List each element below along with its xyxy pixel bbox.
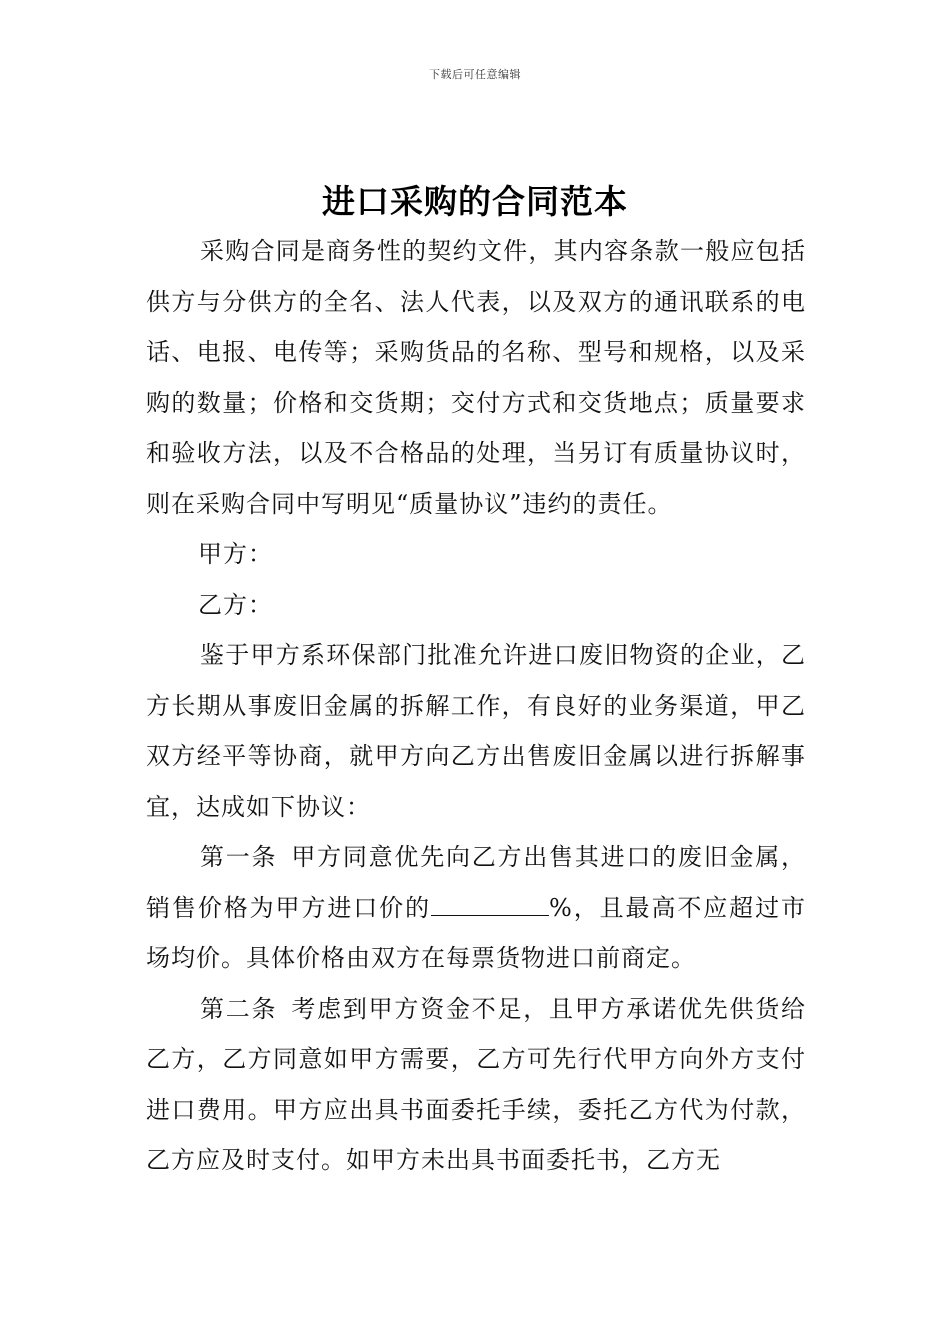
- intro-paragraph: 采购合同是商务性的契约文件，其内容条款一般应包括供方与分供方的全名、法人代表，以及双方的通讯联系的电话、电报、电传等；采购货品的名称、型号和规格，以及采购的数量；价格和交货期；交付方式和交货地点；质量要求和验收方法，以及不合格品的处理，当另订有质量协议时，则在采购合同中写明见“质量协议”违约的责任。: [146, 237, 806, 518]
- article-2-text: 考虑到甲方资金不足，且甲方承诺优先供货给乙方，乙方同意如甲方需要，乙方可先行代甲方向外方支付进口费用。甲方应出具书面委托手续，委托乙方代为付款，乙方应及时支付。如甲方未出具书面委托书，乙方无: [146, 994, 807, 1174]
- article-1-number: 第一条: [200, 843, 278, 871]
- article-2-number: 第二条: [200, 994, 278, 1023]
- header-note: 下载后可任意编辑: [429, 68, 521, 81]
- percentage-blank-field: [431, 895, 549, 916]
- party-b-label: 乙方：: [198, 590, 273, 619]
- preamble-paragraph: 鉴于甲方系环保部门批准允许进口废旧物资的企业，乙方长期从事废旧金属的拆解工作，有良好的业务渠道，甲乙双方经平等协商，就甲方向乙方出售废旧金属以进行拆解事宜，达成如下协议：: [146, 641, 806, 821]
- document-body: [146, 226, 806, 1186]
- article-1-text-before: 甲方同意优先向乙方出售其进口的废旧金属，销售价格为甲方进口价的: [146, 843, 807, 922]
- article-2-paragraph: [146, 984, 806, 1186]
- article-1-text-after: %，且最高不应超过市场均价。具体价格由双方在每票货物进口前商定。: [146, 893, 807, 972]
- party-a-label: 甲方：: [198, 540, 273, 568]
- document-title: 进口采购的合同范本: [322, 182, 628, 221]
- article-1-paragraph: [146, 832, 806, 984]
